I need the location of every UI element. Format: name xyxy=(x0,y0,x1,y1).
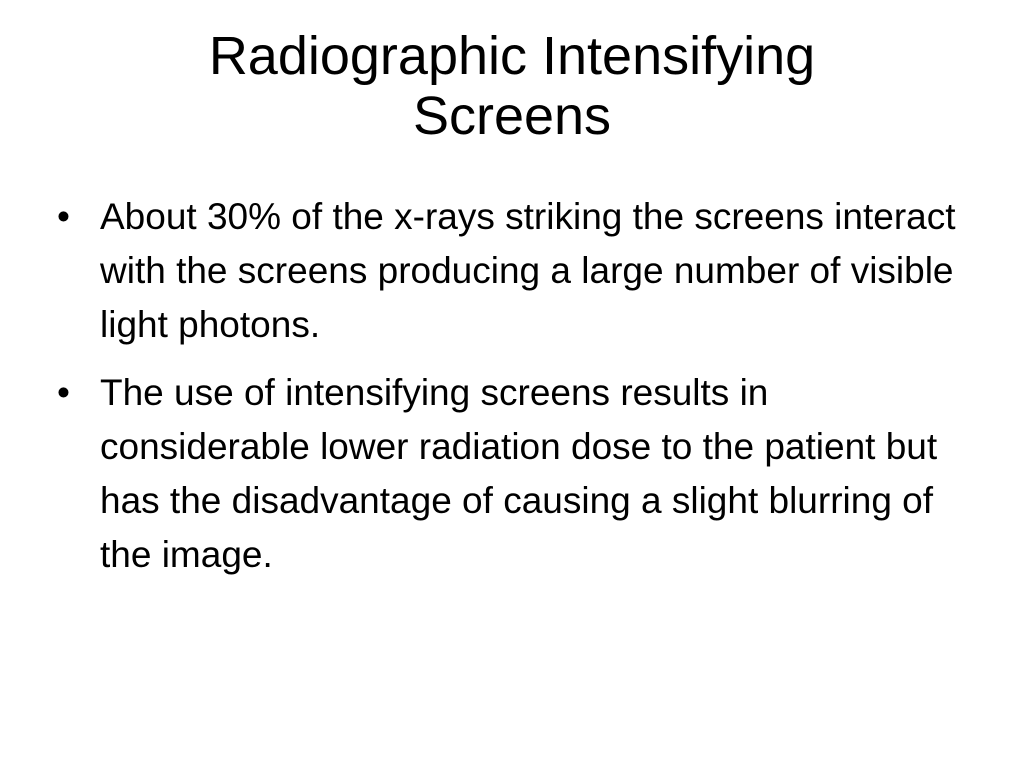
slide-title-line-2: Screens xyxy=(412,86,612,146)
slide-title-line-1: Radiographic Intensifying xyxy=(208,26,816,86)
slide-title xyxy=(0,26,1024,146)
bullet-list xyxy=(57,190,957,596)
bullet-text: About 30% of the x-rays striking the screens interact with the screens producing a large number of visible light photons. xyxy=(100,196,956,345)
bullet-item xyxy=(57,190,957,352)
bullet-icon: • xyxy=(57,196,70,237)
bullet-item xyxy=(57,366,957,582)
bullet-icon: • xyxy=(57,372,70,413)
bullet-text: The use of intensifying screens results in considerable lower radiation dose to the patient but has the disadvantage of causing a slight blurring of the image. xyxy=(100,372,938,575)
